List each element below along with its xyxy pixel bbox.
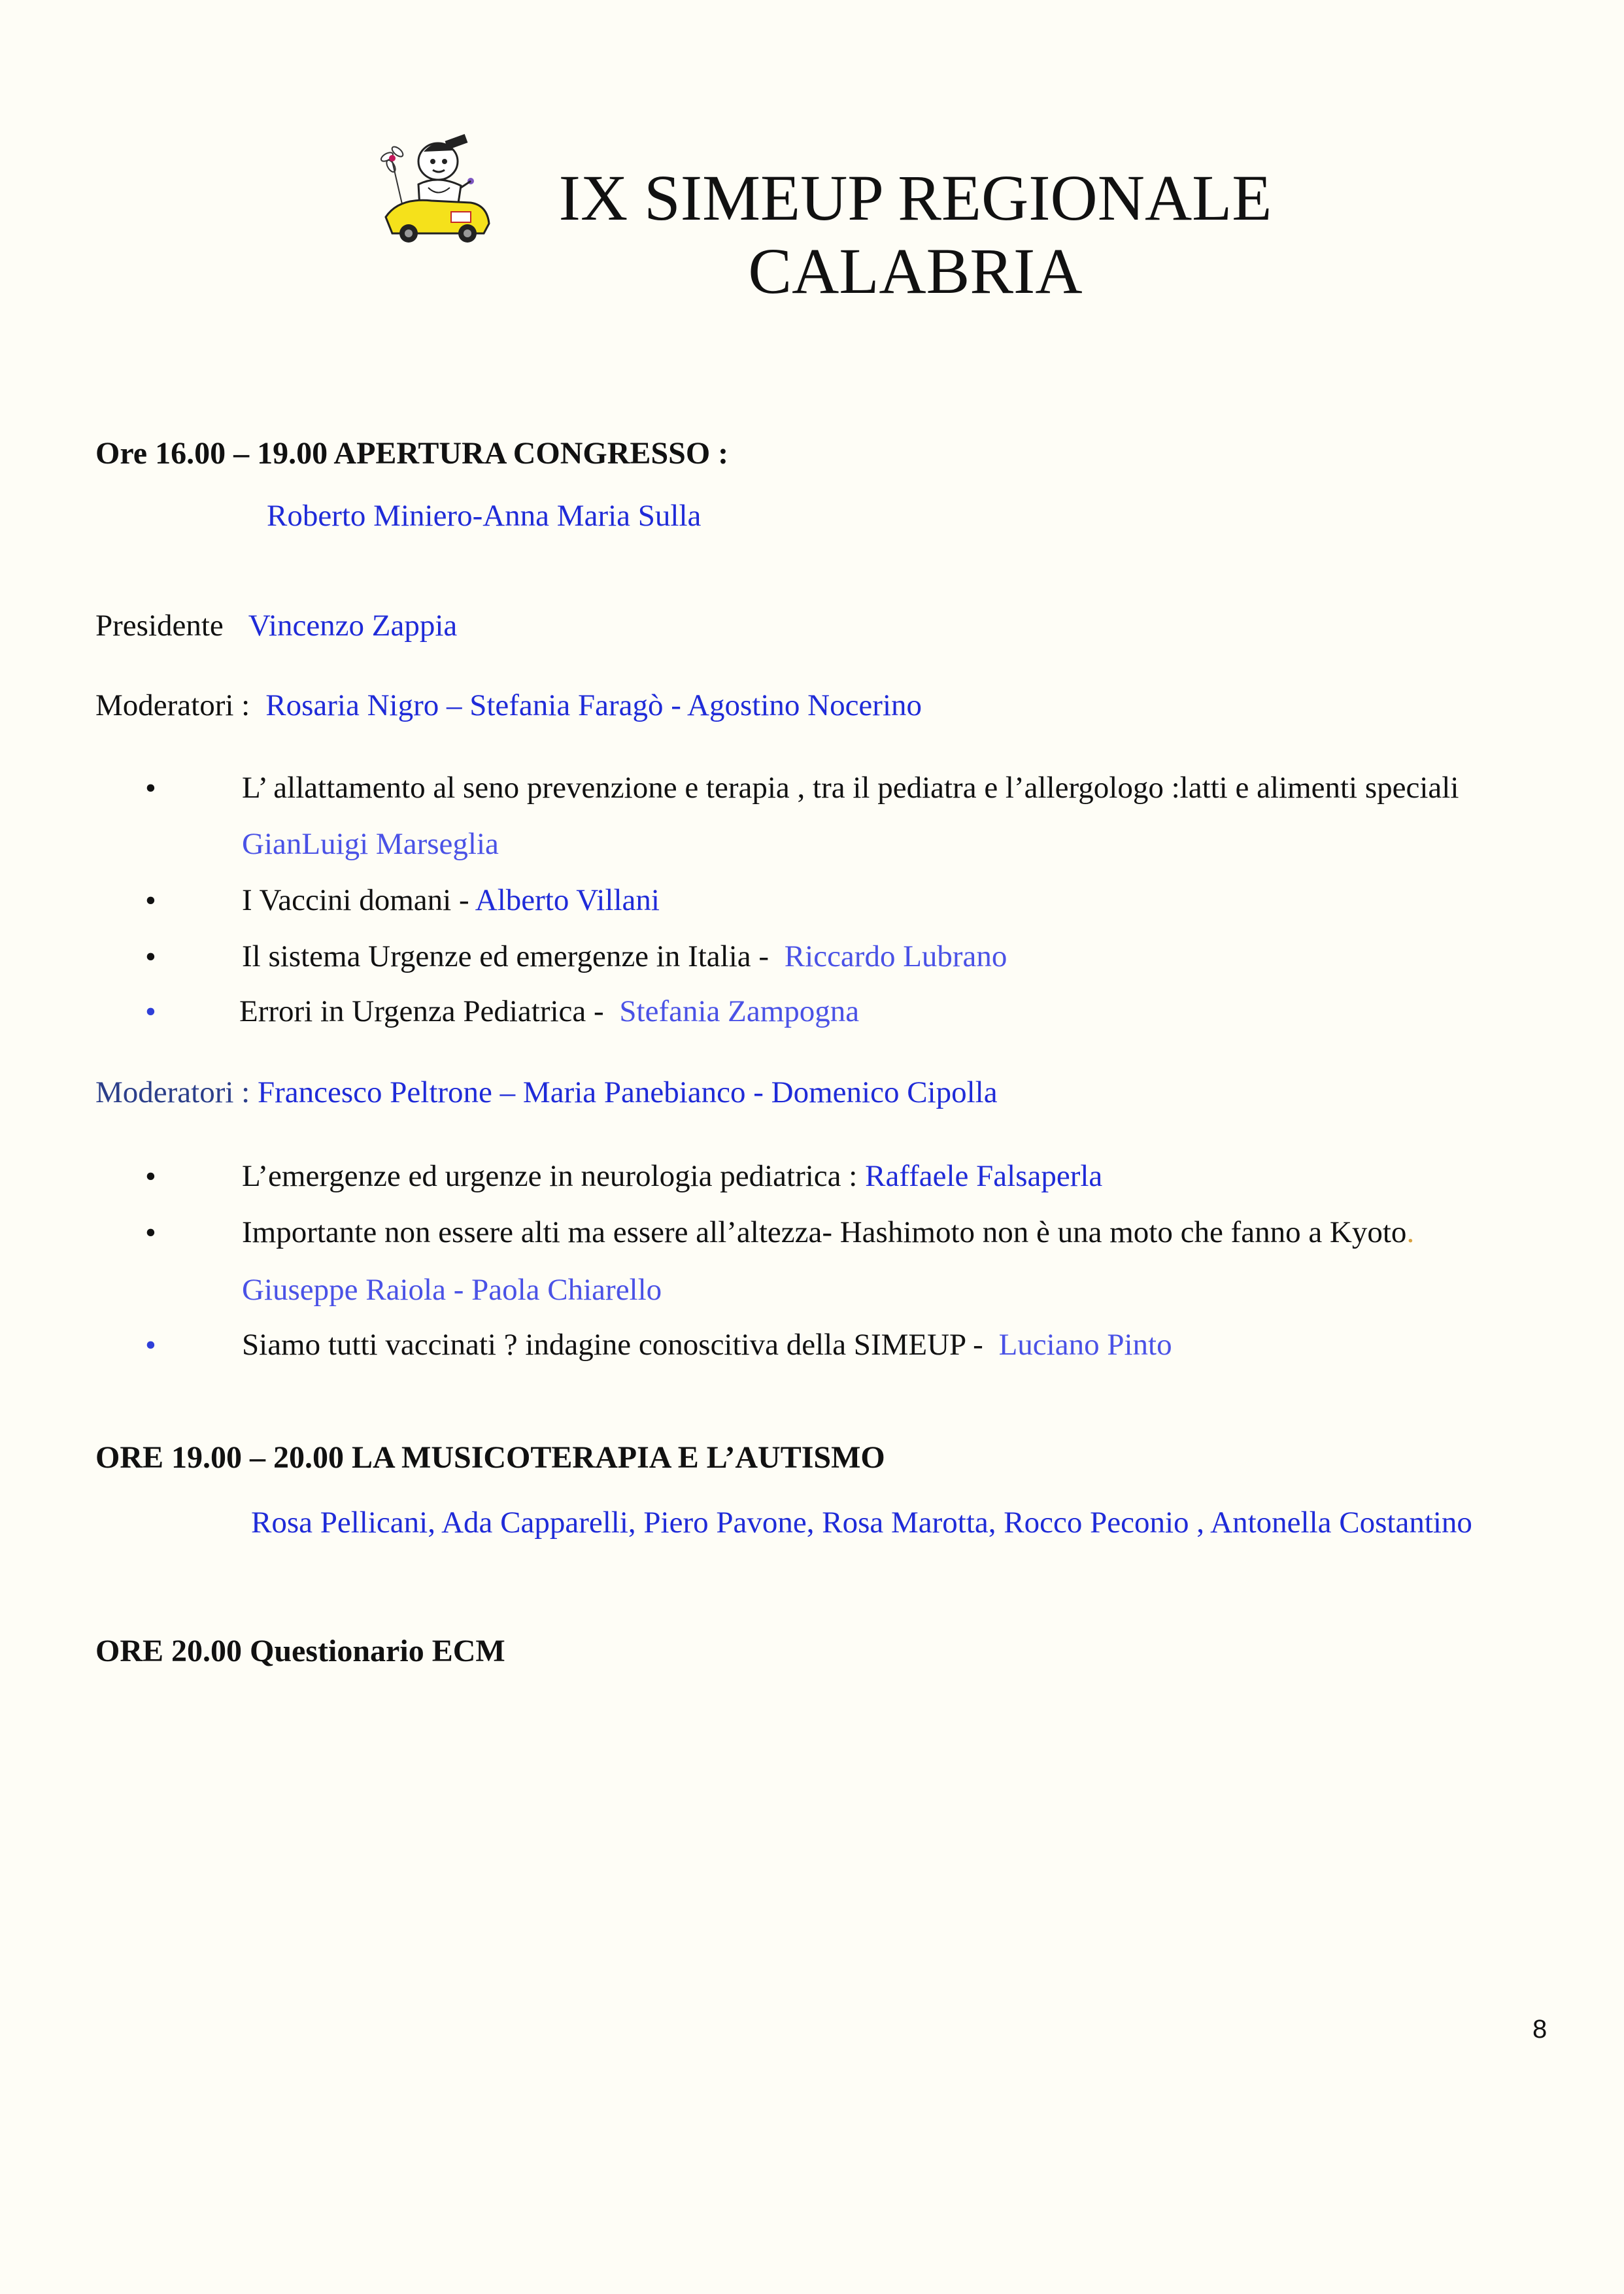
talk-row [242, 1158, 1102, 1194]
talk-title: Siamo tutti vaccinati ? indagine conoscitiva della SIMEUP - [242, 1328, 991, 1362]
talk-speaker: Stefania Zampogna [619, 994, 860, 1028]
talk-title: L’emergenze ed urgenze in neurologia pediatrica : [242, 1159, 866, 1193]
session3-speakers: Rosa Pellicani, Ada Capparelli, Piero Pavone, Rosa Marotta, Rocco Peconio , Antonella Costantino [251, 1506, 1472, 1540]
talk-row [242, 939, 1007, 974]
talk-title: Errori in Urgenza Pediatrica - [239, 994, 612, 1028]
page-number: 8 [1532, 2015, 1548, 2044]
talk-speaker: Riccardo Lubrano [784, 939, 1007, 973]
bullet-icon: • [145, 939, 156, 974]
moderators-row-1 [95, 688, 922, 723]
talk-speaker: Raffaele Falsaperla [865, 1159, 1103, 1193]
talk-speaker: GianLuigi Marseglia [242, 827, 499, 861]
session3-heading: ORE 19.00 – 20.00 LA MUSICOTERAPIA E L’AUTISMO [95, 1440, 885, 1475]
session1-heading: Ore 16.00 – 19.00 APERTURA CONGRESSO : [95, 436, 729, 471]
bullet-icon: • [145, 994, 156, 1029]
bullet-icon: • [145, 771, 156, 805]
talk-title-end: . [1406, 1215, 1415, 1249]
talk-title: L’ allattamento al seno prevenzione e terapia , tra il pediatra e l’allergologo :latti e alimenti speciali [242, 771, 1459, 805]
president-row [95, 608, 457, 643]
bullet-icon: • [145, 883, 156, 918]
talk-row [242, 1215, 1414, 1250]
talk-title: Importante non essere alti ma essere all’altezza- Hashimoto non è una moto che fanno a Kyoto [242, 1215, 1407, 1249]
document-title-line1: IX SIMEUP REGIONALE [558, 161, 1272, 234]
talk-row [239, 994, 859, 1029]
bullet-icon: • [145, 1159, 156, 1194]
document-title-line2: CALABRIA [748, 235, 1083, 307]
moderators-label-2: Moderatori : [95, 1075, 250, 1109]
moderators-names-2: Francesco Peltrone – Maria Panebianco - Domenico Cipolla [258, 1075, 998, 1109]
talk-speaker: Luciano Pinto [998, 1328, 1172, 1362]
session1-openers: Roberto Miniero-Anna Maria Sulla [267, 499, 702, 533]
talk-speaker: Giuseppe Raiola - Paola Chiarello [242, 1273, 662, 1307]
bullet-icon: • [145, 1328, 156, 1362]
moderators-label-1: Moderatori : [95, 688, 250, 722]
talk-speaker: Alberto Villani [475, 883, 660, 917]
talk-row [242, 883, 660, 918]
session4-heading: ORE 20.00 Questionario ECM [95, 1634, 505, 1668]
talk-title: Il sistema Urgenze ed emergenze in Italia - [242, 939, 777, 973]
bullet-icon: • [145, 1215, 156, 1250]
talk-title: I Vaccini domani - [242, 883, 475, 917]
talk-row [242, 1327, 1172, 1362]
moderators-row-2 [95, 1075, 998, 1110]
president-name: Vincenzo Zappia [248, 609, 458, 643]
president-label: Presidente [95, 609, 224, 643]
moderators-names-1: Rosaria Nigro – Stefania Faragò - Agostino Nocerino [265, 688, 922, 722]
